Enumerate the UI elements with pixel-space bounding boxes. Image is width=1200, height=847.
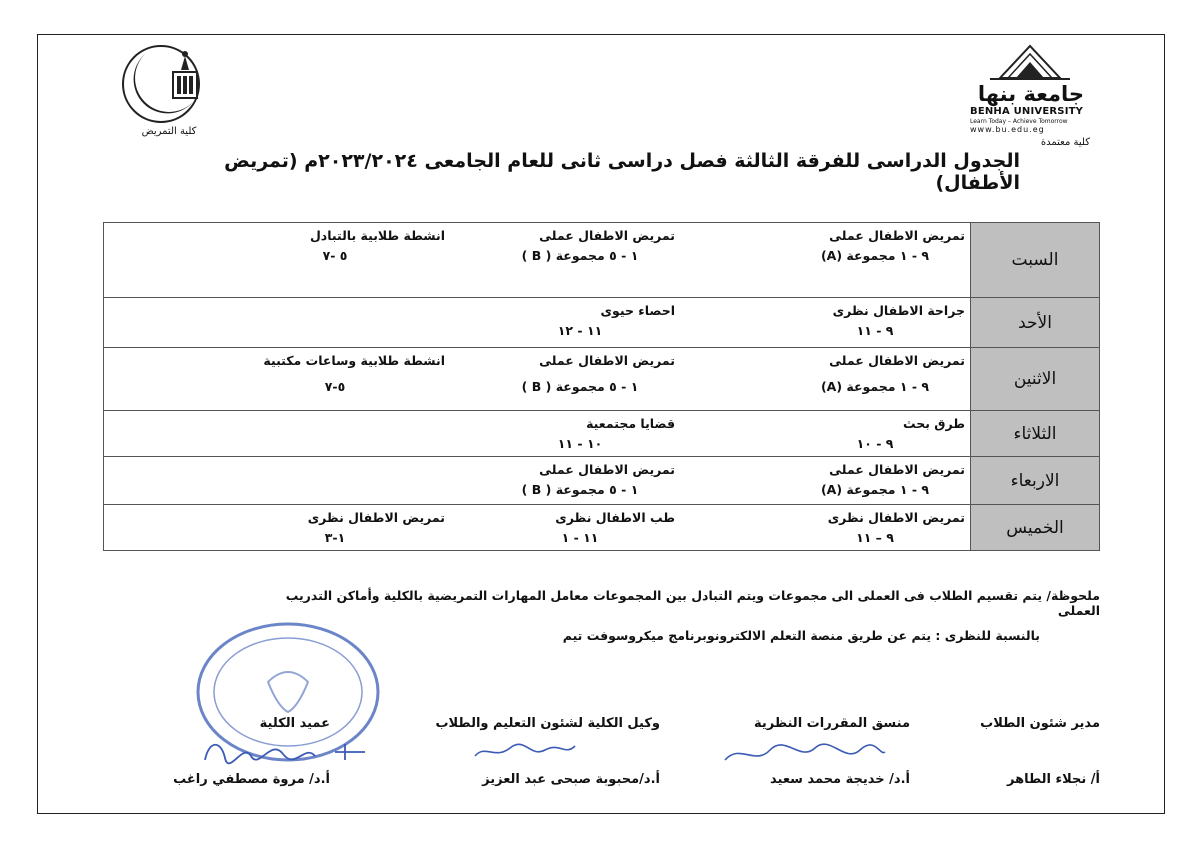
handwritten-signature-icon xyxy=(720,738,890,768)
schedule-table xyxy=(103,222,1100,551)
day-cell: الثلاثاء xyxy=(971,411,1100,457)
accreditation-label: كلية معتمدة xyxy=(1040,137,1090,148)
slot-2: تمريض الاطفال عملى ١ - ٥ مجموعة ( B ) xyxy=(521,353,675,394)
slot-3: انشطة طلابية وساعات مكتبية ٥-٧ xyxy=(263,353,445,394)
slot-1: تمريض الاطفال نظرى ٩ – ١١ xyxy=(827,510,965,545)
slot-3: انشطة طلابية بالتبادل ٥ -٧ xyxy=(309,228,445,263)
slot-1: تمريض الاطفال عملى ٩ - ١ مجموعة (A) xyxy=(820,462,965,497)
university-tagline: Learn Today – Achieve Tomorrow xyxy=(970,118,1068,125)
day-cell: الاربعاء xyxy=(971,457,1100,505)
slot-1: تمريض الاطفال عملى ٩ - ١ مجموعة (A) xyxy=(820,353,965,394)
university-name-arabic: جامعة بنها xyxy=(977,82,1085,106)
faculty-emblem-icon xyxy=(115,42,223,126)
university-logo xyxy=(960,42,1100,152)
table-row xyxy=(104,411,1100,457)
table-row xyxy=(104,223,1100,298)
signature-dean: عميد الكلية أ.د/ مروة مصطفي راغب xyxy=(173,716,330,787)
signature-vice-dean: وكيل الكلية لشئون التعليم والطلاب أ.د/محبوبة صبحى عبد العزيز xyxy=(435,716,660,787)
handwritten-signature-icon xyxy=(470,738,580,764)
day-cell: الأحد xyxy=(971,298,1100,348)
university-name-english: BENHA UNIVERSITY xyxy=(970,106,1084,117)
faculty-logo xyxy=(115,42,223,138)
note-practical: ملحوظة/ يتم تقسيم الطلاب فى العملى الى مجموعات ويتم التبادل بين المجموعات معامل المهارات التمريضية بالكلية وأماكن التدريب العملى xyxy=(285,588,1100,618)
slot-1: تمريض الاطفال عملى ٩ - ١ مجموعة (A) xyxy=(820,228,965,263)
slot-1: جراحة الاطفال نظرى ٩ - ١١ xyxy=(832,303,965,338)
page-title: الجدول الدراسى للفرقة الثالثة فصل دراسى ثانى للعام الجامعى ٢٠٢٣/٢٠٢٤م (تمريض الأطفال) xyxy=(224,150,1020,194)
day-cell: السبت xyxy=(971,223,1100,298)
table-row xyxy=(104,298,1100,348)
slot-2: قضايا مجتمعية ١٠ - ١١ xyxy=(557,416,675,451)
signature-theory-coordinator: منسق المقررات النظرية أ.د/ خديجة محمد سعيد xyxy=(753,716,910,787)
slot-3: تمريض الاطفال نظرى ١-٣ xyxy=(307,510,445,545)
handwritten-signature-icon xyxy=(195,732,375,768)
slot-2: تمريض الاطفال عملى ١ - ٥ مجموعة ( B ) xyxy=(521,462,675,497)
slot-2: احصاء حيوى ١١ - ١٢ xyxy=(557,303,675,338)
day-cell: الخميس xyxy=(971,505,1100,551)
university-website: www.bu.edu.eg xyxy=(970,125,1045,134)
signature-student-affairs: مدير شئون الطلاب أ/ نجلاء الطاهر xyxy=(980,716,1100,787)
faculty-logo-caption: كلية التمريض xyxy=(141,126,197,137)
university-emblem-icon xyxy=(960,42,1100,82)
table-row xyxy=(104,505,1100,551)
table-row xyxy=(104,348,1100,411)
note-theory: بالنسبة للنظرى : يتم عن طريق منصة التعلم الالكترونوبرنامج ميكروسوفت تيم xyxy=(562,628,1040,643)
table-row xyxy=(104,457,1100,505)
slot-2: تمريض الاطفال عملى ١ - ٥ مجموعة ( B ) xyxy=(521,228,675,263)
day-cell: الاثنين xyxy=(971,348,1100,411)
slot-2: طب الاطفال نظرى ١١ - ١ xyxy=(555,510,675,545)
slot-1: طرق بحث ٩ - ١٠ xyxy=(856,416,965,451)
